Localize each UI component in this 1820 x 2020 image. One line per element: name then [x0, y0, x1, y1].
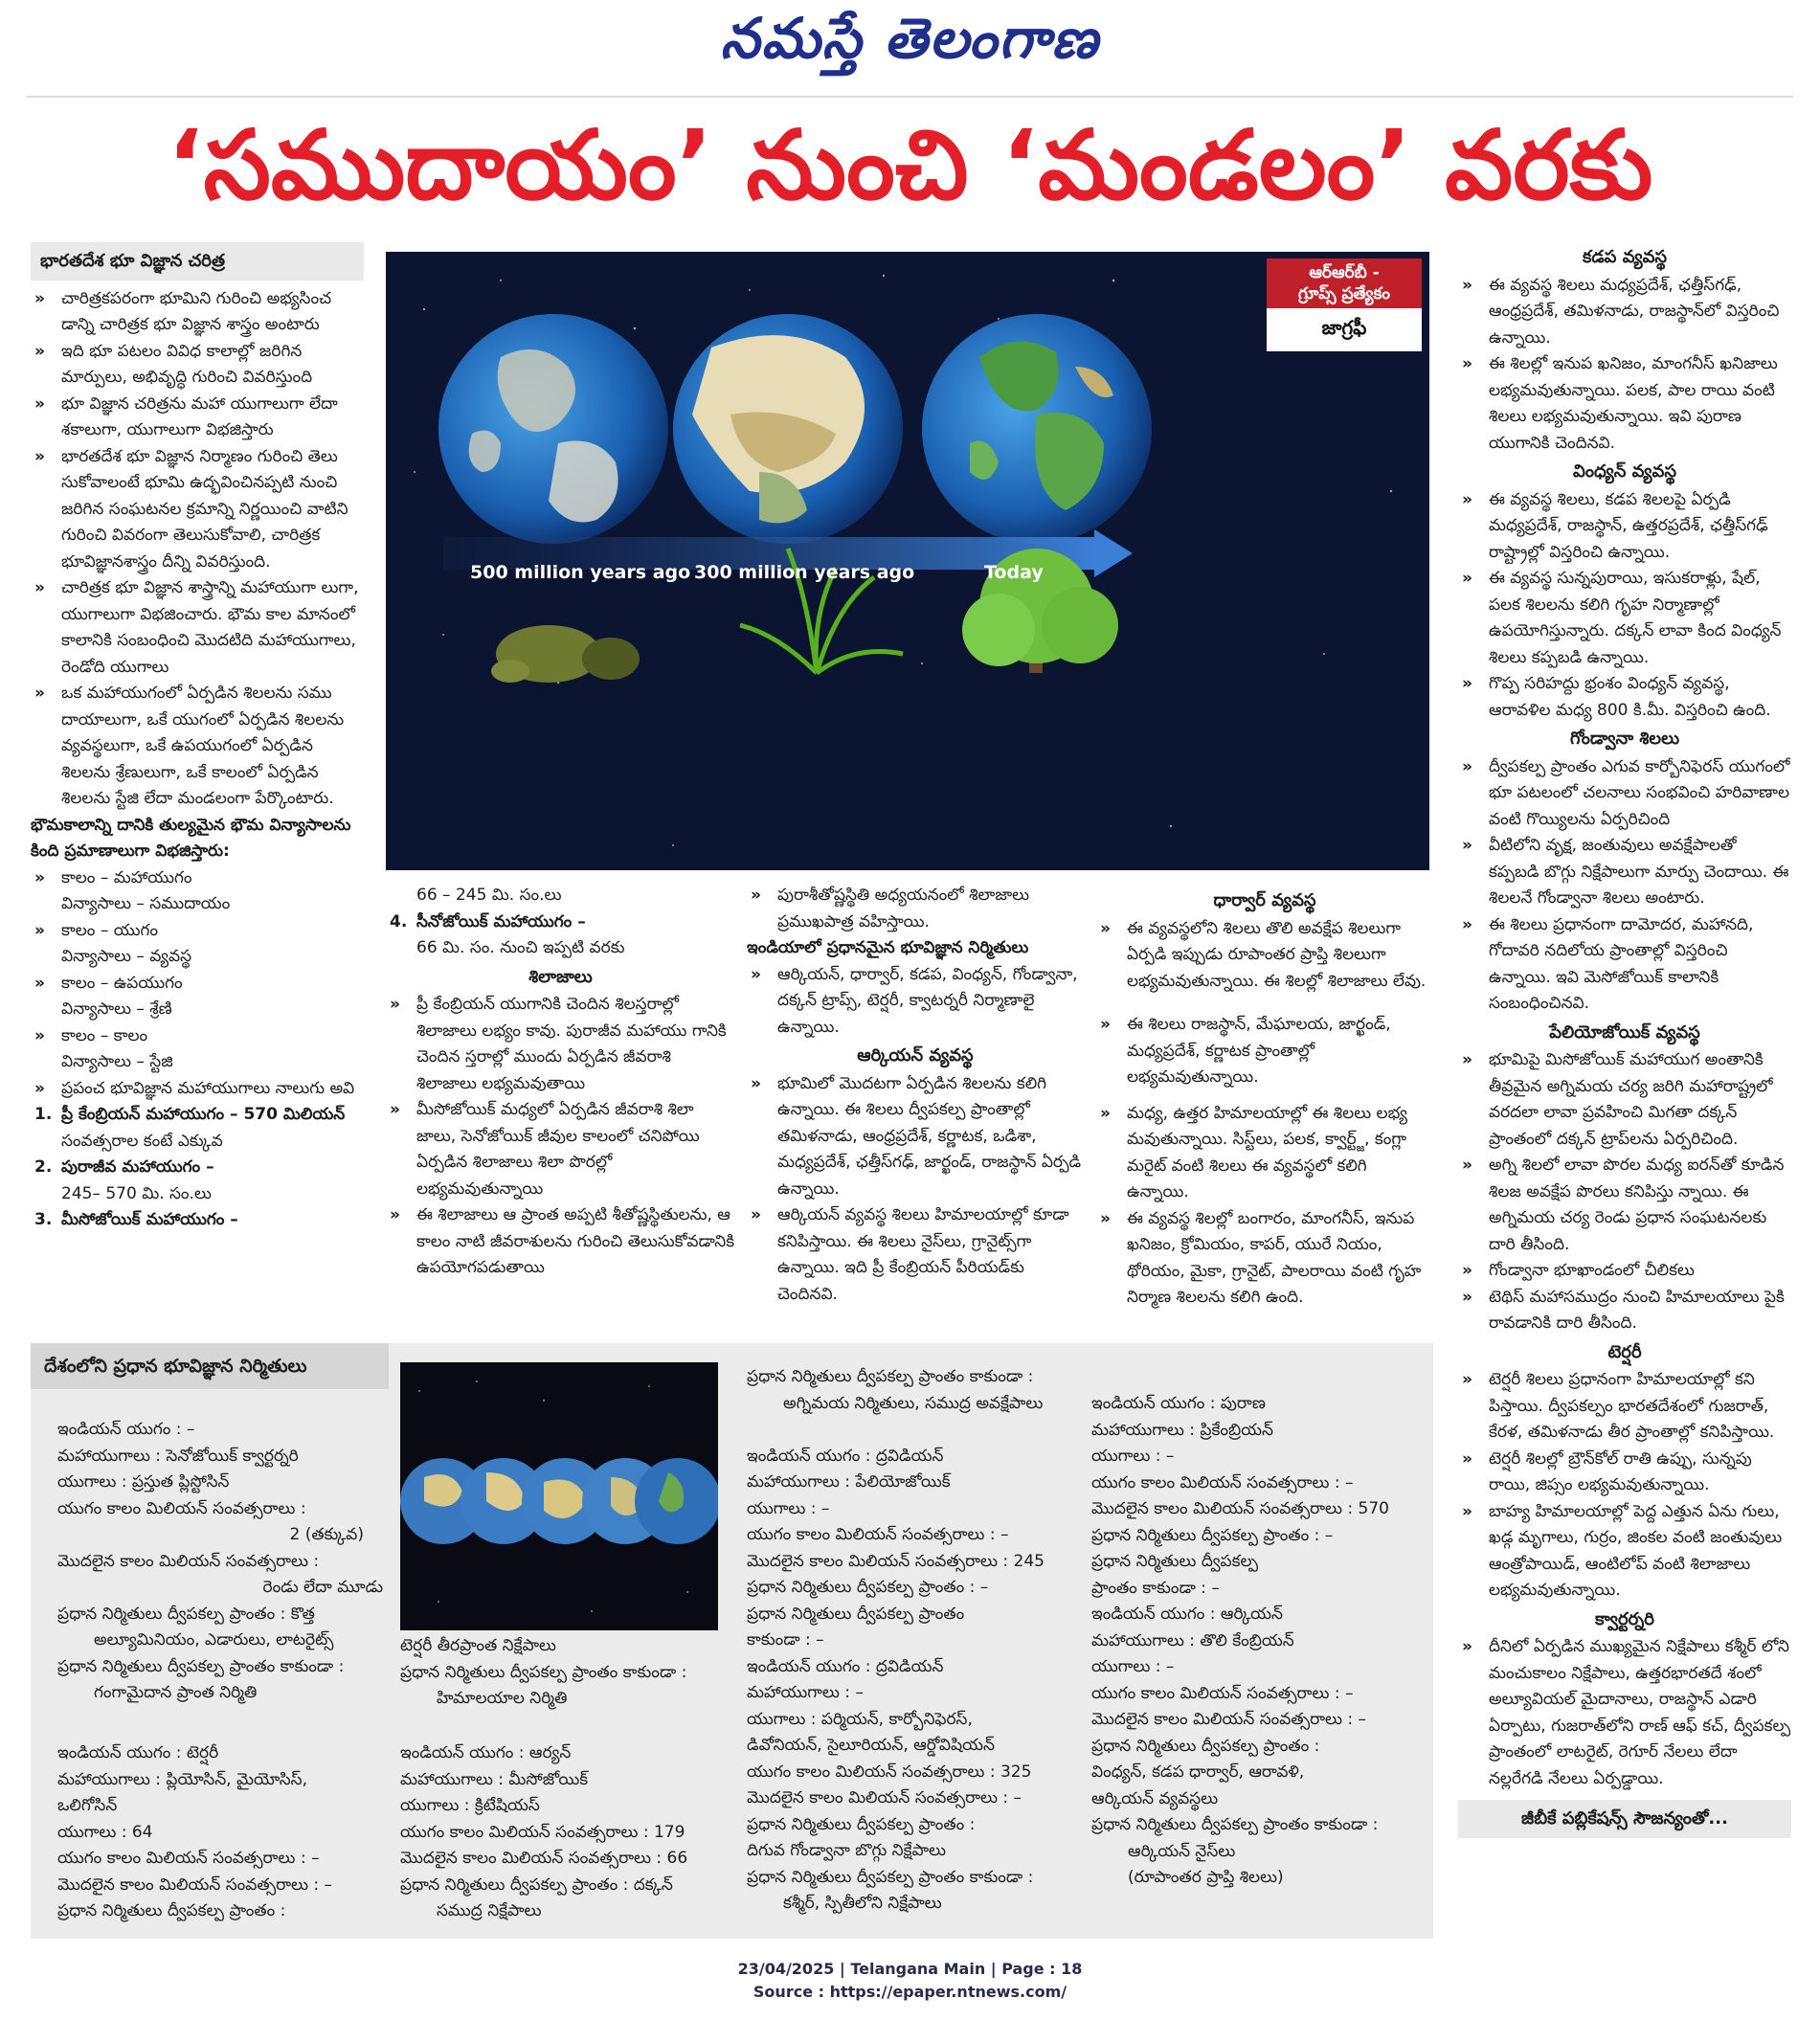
table-line: మొదలైన కాలం మిలియన్ సంవత్సరాలు : –: [57, 1874, 333, 1895]
archaean-bullets: [747, 1071, 1084, 1309]
table-line: ఇండియన్ యుగం : ద్రవిడియన్: [747, 1446, 944, 1466]
table-line: మొదలైన కాలం మిలియన్ సంవత్సరాలు : 66: [400, 1849, 688, 1868]
headline: ‘సముదాయం’ నుంచి ‘మండలం’ వరకు: [167, 109, 1653, 221]
paragraph: భౌమకాలాన్ని దానికి తుల్యమైన భౌమ విన్యాసాలను కింది ప్రమాణాలుగా విభజిస్తారు:: [31, 815, 351, 861]
list-item: » చారిత్రక భూ విజ్ఞాన శాస్త్రాన్ని మహాయుగా లుగా, యుగాలుగా విభజించారు. భౌమ కాల మానంలో కాలానికి సంబంధించి మొదటిది మహాయుగాలు, రెండోది యుగాలు: [31, 575, 364, 681]
credit-line: జీబీకే పబ్లికేషన్స్ సౌజన్యంతో...: [1458, 1800, 1791, 1838]
table-line: మహాయుగాలు : మీసోజోయిక్: [400, 1769, 589, 1789]
table-line: [747, 1417, 1082, 1444]
period-pairs: [31, 865, 364, 1103]
list-item: » ఆర్కియన్, ధార్వార్, కడప, వింధ్యన్, గోండ్వానా, దక్కన్ ట్రాప్స్, టెర్షరీ, క్వాటర్నరీ నిర్మాణాలై ఉన్నాయి.: [747, 962, 1084, 1042]
photo-caption: టెర్షరీ తీరప్రాంత నిక్షేపాలు: [400, 1636, 556, 1655]
page-footer: [0, 1958, 1820, 2004]
list-item: » కాలం – ఉపయుగం: [31, 971, 364, 998]
table-line: ప్రధాన నిర్మితులు ద్వీపకల్ప ప్రాంతం : –: [1091, 1525, 1334, 1545]
list: [747, 962, 1084, 1042]
footer-source-line: Source : https://epaper.ntnews.com/: [753, 1983, 1067, 2001]
table-line: మహాయుగాలు : తొలి కేంబ్రియన్: [1091, 1630, 1294, 1650]
list-item: » కాలం – మహాయుగం: [31, 865, 364, 892]
list: [1458, 1367, 1791, 1605]
numbered-item: [31, 1102, 364, 1129]
table-line: మహాయుగాలు : –: [747, 1683, 864, 1702]
section-title-fossils: శిలాజాలు: [528, 966, 593, 987]
table-block-quaternary: [57, 1417, 393, 1707]
list-item: » ఈ శిలలు ప్రధానంగా దామోదర, మహానది, గోదావరి నదిలోయ ప్రాంతాల్లో విస్తరించి ఉన్నాయి. ఇవి మెసోజోయిక్ కాలానికి సంబంధించినవి.: [1458, 912, 1791, 1018]
list-item: » భూ విజ్ఞాన చరిత్రను మహా యుగాలుగా లేదా శకాలుగా, యుగాలుగా విభజిస్తారు: [31, 392, 364, 444]
item-title: ప్రీ కేంబ్రియన్ మహాయుగం – 570 మిలియన్: [61, 1105, 346, 1124]
table-line: ప్రధాన నిర్మితులు ద్వీపకల్ప ప్రాంతం : కొత్త: [57, 1604, 315, 1624]
table-line: మొదలైన కాలం మిలియన్ సంవత్సరాలు :: [57, 1551, 320, 1571]
divider: [27, 96, 1793, 98]
table-line: కాకుండా : –: [747, 1630, 824, 1650]
column-systems: [1458, 242, 1791, 1844]
table-line: మొదలైన కాలం మిలియన్ సంవత్సరాలు : 245: [747, 1551, 1045, 1571]
table-line: ప్రధాన నిర్మితులు ద్వీపకల్ప ప్రాంతం : –: [747, 1578, 989, 1597]
list-item: » ప్రీ కేంబ్రియన్ యుగానికి చెందిన శిలస్తరాల్లో శిలాజాలు లభ్యం కావు. పురాజీవ మహాయు గానికి చెందిన స్తరాల్లో ముందు ఏర్పడిన జీవరాశి శిలాజాలు లభ్యమవుతాయి: [386, 992, 735, 1097]
masthead-logo: నమస్తే తెలంగాణ: [720, 6, 1100, 71]
list-item: » వీటిలోని వృక్ష, జంతువులు అవక్షేపాలతో కప్పబడి బొగ్గు నిక్షేపాలుగా మార్పు చెందాయి. ఈ శిలలనే గోండ్వానా శిలలు అంటారు.: [1458, 833, 1791, 912]
list-item: » ఈ శిలాజాలు ఆ ప్రాంత అప్పటి శీతోష్ణస్థితులను, ఆ కాలం నాటి జీవరాశులను గురించి తెలుసుకోవడానికి ఉపయోగపడుతాయి: [386, 1202, 735, 1282]
list-item: » ఈ వ్యవస్థ శిలల్లో బంగారం, మాంగనీస్, ఇనుప ఖనిజం, క్రోమియం, కాపర్, యురే నియం, థోరియం, మైకా, గ్రానైట్, పాలరాయి వంటి గృహ నిర్మాణ శిలలను కలిగి ఉంది.: [1096, 1206, 1433, 1312]
list-item: » కాలం – యుగం: [31, 918, 364, 945]
item-title: మీసోజోయిక్ మహాయుగం –: [61, 1210, 238, 1229]
item-title: సీనోజోయిక్ మహాయుగం –: [416, 911, 586, 931]
list-item: » భూమిలో మొదటగా ఏర్పడిన శిలలను కలిగి ఉన్నాయి. ఈ శిలలు ద్వీపకల్ప ప్రాంతాల్లో తమిళనాడు, ఆంధ్రప్రదేశ్, కర్ణాటక, ఒడిశా, మధ్యప్రదేశ్, ఛత్తీస్‌గఢ్, జార్ఖండ్, రాజస్థాన్ ఏర్పడి ఉన్నాయి.: [747, 1071, 1084, 1203]
globe-300-mya: [673, 314, 903, 544]
list-item: » కాలం – కాలం: [31, 1023, 364, 1050]
tag-topic: జాగ్రఫీ: [1267, 308, 1422, 351]
list-item-sub: విన్యాసాలు – సముదాయం: [61, 894, 231, 913]
list-item: » ఇది భూ పటలం వివిధ కాలాల్లో జరిగిన మార్పులు, అభివృద్ధి గురించి వివరిస్తుంది: [31, 339, 364, 392]
column-history: [31, 242, 364, 1234]
table-line: మొదలైన కాలం మిలియన్ సంవత్సరాలు : –: [1091, 1710, 1367, 1729]
table-line: ప్రధాన నిర్మితులు ద్వీపకల్ప ప్రాంతం :: [1091, 1736, 1320, 1756]
table-line: యుగాలు : క్రిటేషియస్: [400, 1796, 540, 1815]
table-line: యుగాలు : ప్రస్తుత ప్లిస్టోసిన్: [57, 1472, 230, 1492]
table-line: ప్రధాన నిర్మితులు ద్వీపకల్ప: [1091, 1552, 1259, 1571]
table-line: (రూపాంతర ప్రాప్తి శిలలు): [1128, 1868, 1284, 1887]
globe-500-mya: [438, 314, 668, 544]
table-line: ఇండియన్ యుగం : ఆర్యన్: [400, 1743, 572, 1762]
table-block-photo-caption: [400, 1633, 735, 1713]
table-line: కశ్మీర్, స్పితీలోని నిక్షేపాలు: [783, 1894, 942, 1913]
numbered-item-text: 66 – 245 మి. సం.లు: [416, 886, 562, 905]
list-item: » గొప్ప సరిహద్దు భ్రంశం వింధ్యన్ వ్యవస్థ, ఆరావళిల మధ్య 800 కి.మీ. విస్తరించి ఉంది.: [1458, 671, 1791, 724]
table-line: యుగం కాలం మిలియన్ సంవత్సరాలు : 325: [747, 1762, 1032, 1782]
table-line: మహాయుగాలు : సెనోజోయిక్ క్వార్టర్నరి: [57, 1446, 299, 1466]
table-line: యుగం కాలం మిలియన్ సంవత్సరాలు :: [57, 1498, 306, 1518]
section-title-paleozoic: పేలియోజోయిక్ వ్యవస్థ: [1549, 1021, 1700, 1043]
list-item: » భూమిపై మిసోజోయిక్ మహాయుగ అంతానికి తీవ్రమైన అగ్నిమయ చర్య జరిగి మహారాష్ట్రలో వరదలా లావా ప్రవహించి మిగతా దక్కన్ ప్రాంతంలో దక్కన్ ట్రాప్‌లను ఏర్పరిచింది.: [1458, 1047, 1791, 1153]
category-tag: [1267, 258, 1422, 366]
globe-today: [922, 314, 1152, 544]
table-line: యుగాలు : పర్మియన్, కార్బోనిఫెరస్,: [747, 1709, 973, 1729]
table-line: మహాయుగాలు : ప్రికేంబ్రియన్: [1091, 1420, 1273, 1440]
table-line: ప్రధాన నిర్మితులు ద్వీపకల్ప ప్రాంతం కాకుండా :: [57, 1656, 345, 1676]
table-line: ఇండియన్ యుగం : ఆర్కియన్: [1091, 1605, 1283, 1624]
section-title-gondwana: గోండ్వానా శిలలు: [1569, 729, 1680, 749]
list-item: » ఈ శిలలు రాజస్థాన్, మేఘాలయ, జార్ఖండ్, మధ్యప్రదేశ్, కర్ణాటక ప్రాంతాల్లో లభ్యమవుతున్నాయి.: [1096, 1012, 1433, 1091]
list-item: » ప్రపంచ భూవిజ్ఞాన మహాయుగాలు నాలుగు అవి: [31, 1076, 364, 1103]
list-item: » అగ్ని శిలలో లావా పొరల మధ్య ఐరన్‌తో కూడిన శిలజ అవక్షేప పొరలు కనిపిస్తు న్నాయి. ఈ అగ్నిమయ చర్య రెండు ప్రధాన సంఘటనలకు దారి తీసింది.: [1458, 1153, 1791, 1258]
section-title-vindhyan: వింధ్యన్ వ్యవస్థ: [1573, 461, 1676, 482]
label-300-mya: 300 million years ago: [694, 562, 915, 583]
planets-graphic: [400, 1362, 718, 1630]
item-title: పురాజీవ మహాయుగం –: [61, 1157, 214, 1177]
table-line: మొదలైన కాలం మిలియన్ సంవత్సరాలు : –: [747, 1788, 1022, 1807]
list: [1458, 754, 1791, 1018]
table-line: ప్రధాన నిర్మితులు ద్వీపకల్ప ప్రాంతం: [747, 1604, 965, 1624]
table-line: దిగువ గోండ్వానా బొగ్గు నిక్షేపాలు: [747, 1841, 946, 1860]
section-title-archaean: ఆర్కియన్ వ్యవస్థ: [857, 1045, 974, 1066]
numbered-item: [386, 909, 735, 936]
table-line: గంగామైదాన ప్రాంత నిర్మితి: [94, 1683, 258, 1702]
table-block-tertiary: [57, 1740, 393, 1925]
table-line: యుగం కాలం మిలియన్ సంవత్సరాలు : 179: [400, 1822, 685, 1842]
tertiary-deposits-photo: [400, 1362, 718, 1630]
table-line: మహాయుగాలు : ప్లియోసిన్, మైయోసిస్,: [57, 1769, 308, 1789]
list-item: » మధ్య, ఉత్తర హిమాలయాల్లో ఈ శిలలు లభ్య మవుతున్నాయి. సిస్ట్‌లు, పలక, క్వార్ట్జ్, కంగ్లా మరైట్ వంటి శిలలు ఈ వ్యవస్థలో కలిగి ఉన్నాయి.: [1096, 1101, 1433, 1206]
table-line: యుగాలు : –: [747, 1498, 830, 1518]
numbered-item-text: 245– 570 మి. సం.లు: [61, 1183, 212, 1203]
table-line: యుగాలు : –: [1091, 1447, 1175, 1466]
table-block-dravidian: [747, 1364, 1082, 1918]
table-block-aryan: [400, 1740, 735, 1925]
table-line: ప్రధాన నిర్మితులు ద్వీపకల్ప ప్రాంతం : దక్కన్: [400, 1874, 673, 1895]
table-line: ప్రధాన నిర్మితులు ద్వీపకల్ప ప్రాంతం కాకుండా :: [400, 1662, 687, 1682]
list-item: » టెర్షరీ శిలల్లో బ్రౌన్‌కోల్ రాతి ఉప్పు, సున్నపు రాయి, జిప్సం లభ్యమవుతున్నాయి.: [1458, 1447, 1791, 1499]
number: 2.: [34, 1157, 53, 1177]
dharwar-bullets: [1096, 916, 1433, 1312]
label-today: Today: [984, 562, 1044, 583]
list: [1458, 487, 1791, 725]
subheading: ఇండియాలో ప్రధానమైన భూవిజ్ఞాన నిర్మితులు: [747, 938, 1029, 957]
table-line: ఆర్కియన్ వ్యవస్థలు: [1091, 1788, 1219, 1808]
table-line: మహాయుగాలు : పేలియోజోయిక్: [747, 1472, 951, 1492]
list-item: » భారతదేశ భూ విజ్ఞాన నిర్మాణం గురించి తెలు సుకోవాలంటే భూమి ఉద్భవించినప్పటి నుంచి జరిగిన సంఘటనల క్రమాన్ని నిర్ణయించి వాటిని గురించి వివరంగా తెలుసుకోవాలి, చారిత్రక భూవిజ్ఞానశాస్త్రం దీన్ని వివరిస్తుంది.: [31, 444, 364, 576]
list: [747, 883, 1084, 935]
fossil-bullets: [386, 992, 735, 1282]
table-line: ఆర్కియన్ నైస్‌లు: [1128, 1841, 1236, 1861]
table-line: ప్రధాన నిర్మితులు ద్వీపకల్ప ప్రాంతం కాకుండా :: [747, 1367, 1034, 1386]
list-item: » టెర్షరీ శిలలు ప్రధానంగా హిమాలయాల్లో కని పిస్తాయి. ద్వీపకల్పం భారతదేశంలో గుజరాత్, కేరళ, తమిళనాడు తీర ప్రాంతాల్లో కనిపిస్తాయి.: [1458, 1367, 1791, 1447]
number: 3.: [34, 1210, 53, 1229]
table-line: ఇండియన్ యుగం : పురాణ: [1091, 1394, 1266, 1413]
list-item: » చారిత్రకపరంగా భూమిని గురించి అభ్యసించ డాన్ని చారిత్రక భూ విజ్ఞాన శాస్త్రం అంటారు: [31, 286, 364, 339]
list-item: » టెథిస్ మహాసముద్రం నుంచి హిమాలయాలు పైకి రావడానికి దారి తీసింది.: [1458, 1285, 1791, 1337]
list-item: » గోండ్వానా భూఖాండంలో చీలికలు: [1458, 1258, 1791, 1285]
history-bullets: [31, 286, 364, 813]
table-line: ప్రధాన నిర్మితులు ద్వీపకల్ప ప్రాంతం :: [747, 1814, 976, 1834]
table-line: మొదలైన కాలం మిలియన్ సంవత్సరాలు : 570: [1091, 1499, 1389, 1518]
table-block-purana: [1091, 1391, 1431, 1892]
table-line: ఇండియన్ యుగం : –: [57, 1420, 195, 1439]
list-item: » ఈ వ్యవస్థ శిలలు మధ్యప్రదేశ్, ఛత్తీస్‌గఢ్, ఆంధ్రప్రదేశ్, తమిళనాడు, రాజస్థాన్‌లో విస్తరించి ఉన్నాయి.: [1458, 273, 1791, 352]
section-title-history: భారతదేశ భూ విజ్ఞాన చరిత్ర: [31, 242, 364, 281]
table-line: ఇండియన్ యుగం : ద్రవిడియన్: [747, 1656, 944, 1676]
list-item: » బాహ్య హిమాలయాల్లో పెద్ద ఎత్తున ఏను గులు, ఖడ్గ మృగాలు, గుర్రం, జింకల వంటి జంతువులు ఆంత్రోపాయిడ్, ఆంటిలోప్ వంటి శిలాజాలు లభ్యమవుతున్నాయి.: [1458, 1499, 1791, 1605]
label-500-mya: 500 million years ago: [470, 562, 691, 583]
table-line: అగ్నిమయ నిర్మితులు, సముద్ర అవక్షేపాలు: [783, 1393, 1044, 1413]
table-line: యుగం కాలం మిలియన్ సంవత్సరాలు : –: [1091, 1472, 1354, 1493]
table-line: ఇండియన్ యుగం : టెర్షరీ: [57, 1743, 219, 1762]
section-title-tertiary: టెర్షరీ: [1607, 1341, 1642, 1362]
table-line: ప్రధాన నిర్మితులు ద్వీపకల్ప ప్రాంతం :: [57, 1901, 286, 1920]
table-line: ప్రధాన నిర్మితులు ద్వీపకల్ప ప్రాంతం కాకుండా :: [1091, 1815, 1379, 1834]
section-title-dharwar: ధార్వార్ వ్యవస్థ: [1213, 890, 1316, 910]
list-item: » ఈ వ్యవస్థ సున్నపురాయి, ఇసుకరాళ్లు, షేల్, పలక శిలలను కలిగి గృహ నిర్మాణాల్లో ఉపయోగిస్తున్నారు. దక్కన్ లావా కింద వింధ్యన్ శిలలు కప్పబడి ఉన్నాయి.: [1458, 566, 1791, 671]
column-fossils: [386, 883, 735, 1282]
list-item: » ఈ శిలల్లో ఇనుప ఖనిజం, మాంగనీస్ ఖనిజాలు లభ్యమవుతున్నాయి. పలక, పాల రాయి వంటి శిలలు లభ్యమవుతున్నాయి. ఇవి పురాణ యుగానికి చెందినవి.: [1458, 351, 1791, 457]
numbered-item-text: 66 మి. సం. నుంచి ఇప్పటి వరకు: [416, 938, 625, 957]
table-line: ప్రాంతం కాకుండా : –: [1091, 1578, 1220, 1598]
list-item: » పురాశీతోష్ణస్థితి అధ్యయనంలో శిలాజాలు ప్రముఖపాత్ర వహిస్తాయి.: [747, 883, 1084, 935]
table-line: యుగాలు : –: [1091, 1657, 1175, 1676]
section-title-cuddapah: కడప వ్యవస్థ: [1582, 247, 1668, 267]
list-item-sub: విన్యాసాలు – స్టేజి: [61, 1052, 173, 1071]
tag-line: ఆర్‌ఆర్‌బీ -: [1309, 263, 1380, 282]
column-dharwar: [1096, 886, 1433, 1312]
list: [1458, 273, 1791, 458]
list: [1458, 1634, 1791, 1792]
numbered-item: [31, 1207, 364, 1234]
table-line: హిమాలయాల నిర్మితి: [437, 1689, 568, 1708]
list-item: » ఈ వ్యవస్థ శిలలు, కడప శిలలపై ఏర్పడి మధ్యప్రదేశ్, రాజస్థాన్, ఉత్తరప్రదేశ్, ఛత్తీస్‌గఢ్ రాష్ట్రాల్లో విస్తరించి ఉన్నాయి.: [1458, 487, 1791, 567]
table-line: డివోనియన్, సైలూరియన్, ఆర్డోవిషియన్: [747, 1736, 995, 1755]
table-line: ఒలిగోసిన్: [57, 1796, 118, 1815]
list-item: » దీనిలో ఏర్పడిన ముఖ్యమైన నిక్షేపాలు కశ్మీర్ లోని మంచుకాలం నిక్షేపాలు, ఉత్తరభారతదే శంలో అల్యూవియల్ మైదానాలు, రాజస్థాన్ ఎడారి ఏర్పాటు, గుజరాత్‌లోని రాణ్ ఆఫ్ కచ్, ద్వీపకల్ప ప్రాంతంలో లాటరైట్, రెగూర్ నేలలు లేదా నల్లరేగడి నేలలు ఏర్పడ్డాయి.: [1458, 1634, 1791, 1792]
list-item-sub: విన్యాసాలు – శ్రేణి: [61, 999, 172, 1019]
numbered-item-text: సంవత్సరాల కంటే ఎక్కువ: [61, 1131, 223, 1151]
table-line: యుగం కాలం మిలియన్ సంవత్సరాలు : –: [1091, 1683, 1354, 1703]
numbered-item: [31, 1155, 364, 1181]
column-archaean: [747, 883, 1084, 1308]
table-line: యుగాలు : 64: [57, 1822, 153, 1842]
list: [1458, 1047, 1791, 1337]
table-line: యుగం కాలం మిలియన్ సంవత్సరాలు : –: [747, 1525, 1009, 1544]
table-line: సముద్ర నిక్షేపాలు: [437, 1901, 542, 1920]
table-line: ప్రధాన నిర్మితులు ద్వీపకల్ప ప్రాంతం కాకుండా :: [747, 1867, 1034, 1887]
list-item: » ఆర్కియన్ వ్యవస్థ శిలలు హిమాలయాల్లో కూడా కనిపిస్తాయి. ఈ శిలలు నైస్‌లు, గ్రానైట్స్‌గా ఉన్నాయి. ఇది ప్రీ కేంబ్రియన్ పీరియడ్‌కు చెందినవి.: [747, 1202, 1084, 1308]
tag-line: గ్రూప్స్ ప్రత్యేకం: [1298, 284, 1390, 303]
list-item-sub: విన్యాసాలు – వ్యవస్థ: [61, 947, 192, 966]
section-title-quaternary: క్వార్టర్నరి: [1595, 1608, 1654, 1629]
number: 4.: [390, 911, 408, 931]
list-item: » ఈ వ్యవస్థలోని శిలలు తొలి అవక్షేప శిలలుగా ఏర్పడి ఇప్పుడు రూపాంతర ప్రాప్తి శిలలుగా లభ్యమవుతున్నాయి. ఈ శిలల్లో శిలాజాలు లేవు.: [1096, 916, 1433, 996]
table-line: అల్యూమినియం, ఎడారులు, లాటరైట్స్: [94, 1630, 334, 1650]
footer-date-line: 23/04/2025 | Telangana Main | Page : 18: [737, 1960, 1083, 1978]
table-title: దేశంలోని ప్రధాన భూవిజ్ఞాన నిర్మితులు: [31, 1343, 389, 1389]
table-line: రెండు లేదా మూడు: [262, 1578, 383, 1597]
list-item: » ద్వీపకల్ప ప్రాంతం ఎగువ కార్బోనిఫెరస్ యుగంలో భూ పటలంలో చలనాలు సంభవించి హరివాణాల వంటి గొయ్యిలను ఏర్పరిచింది: [1458, 754, 1791, 834]
table-line: 2 (తక్కువ): [289, 1525, 364, 1544]
list-item: » మీసోజోయిక్ మధ్యలో ఏర్పడిన జీవరాశి శిలా జాలు, సెనోజోయిక్ జీవుల కాలంలో చనిపోయి ఏర్పడిన శిలాజాలు శిలా పొరల్లో లభ్యమవుతున్నాయి: [386, 1097, 735, 1202]
list-item: » ఒక మహాయుగంలో ఏర్పడిన శిలలను సము దాయాలుగా, ఒకే యుగంలో ఏర్పడిన శిలలను వ్యవస్థలుగా, ఒకే ఉపయుగంలో ఏర్పడిన శిలలను శ్రేణులుగా, ఒకే కాలంలో ఏర్పడిన శిలలను స్టేజి లేదా మండలంగా పేర్కొంటారు.: [31, 681, 364, 813]
number: 1.: [34, 1105, 53, 1124]
table-line: వింధ్యన్, కడప ధార్వార్, ఆరావళి,: [1091, 1762, 1305, 1782]
table-line: యుగం కాలం మిలియన్ సంవత్సరాలు : –: [57, 1849, 320, 1868]
